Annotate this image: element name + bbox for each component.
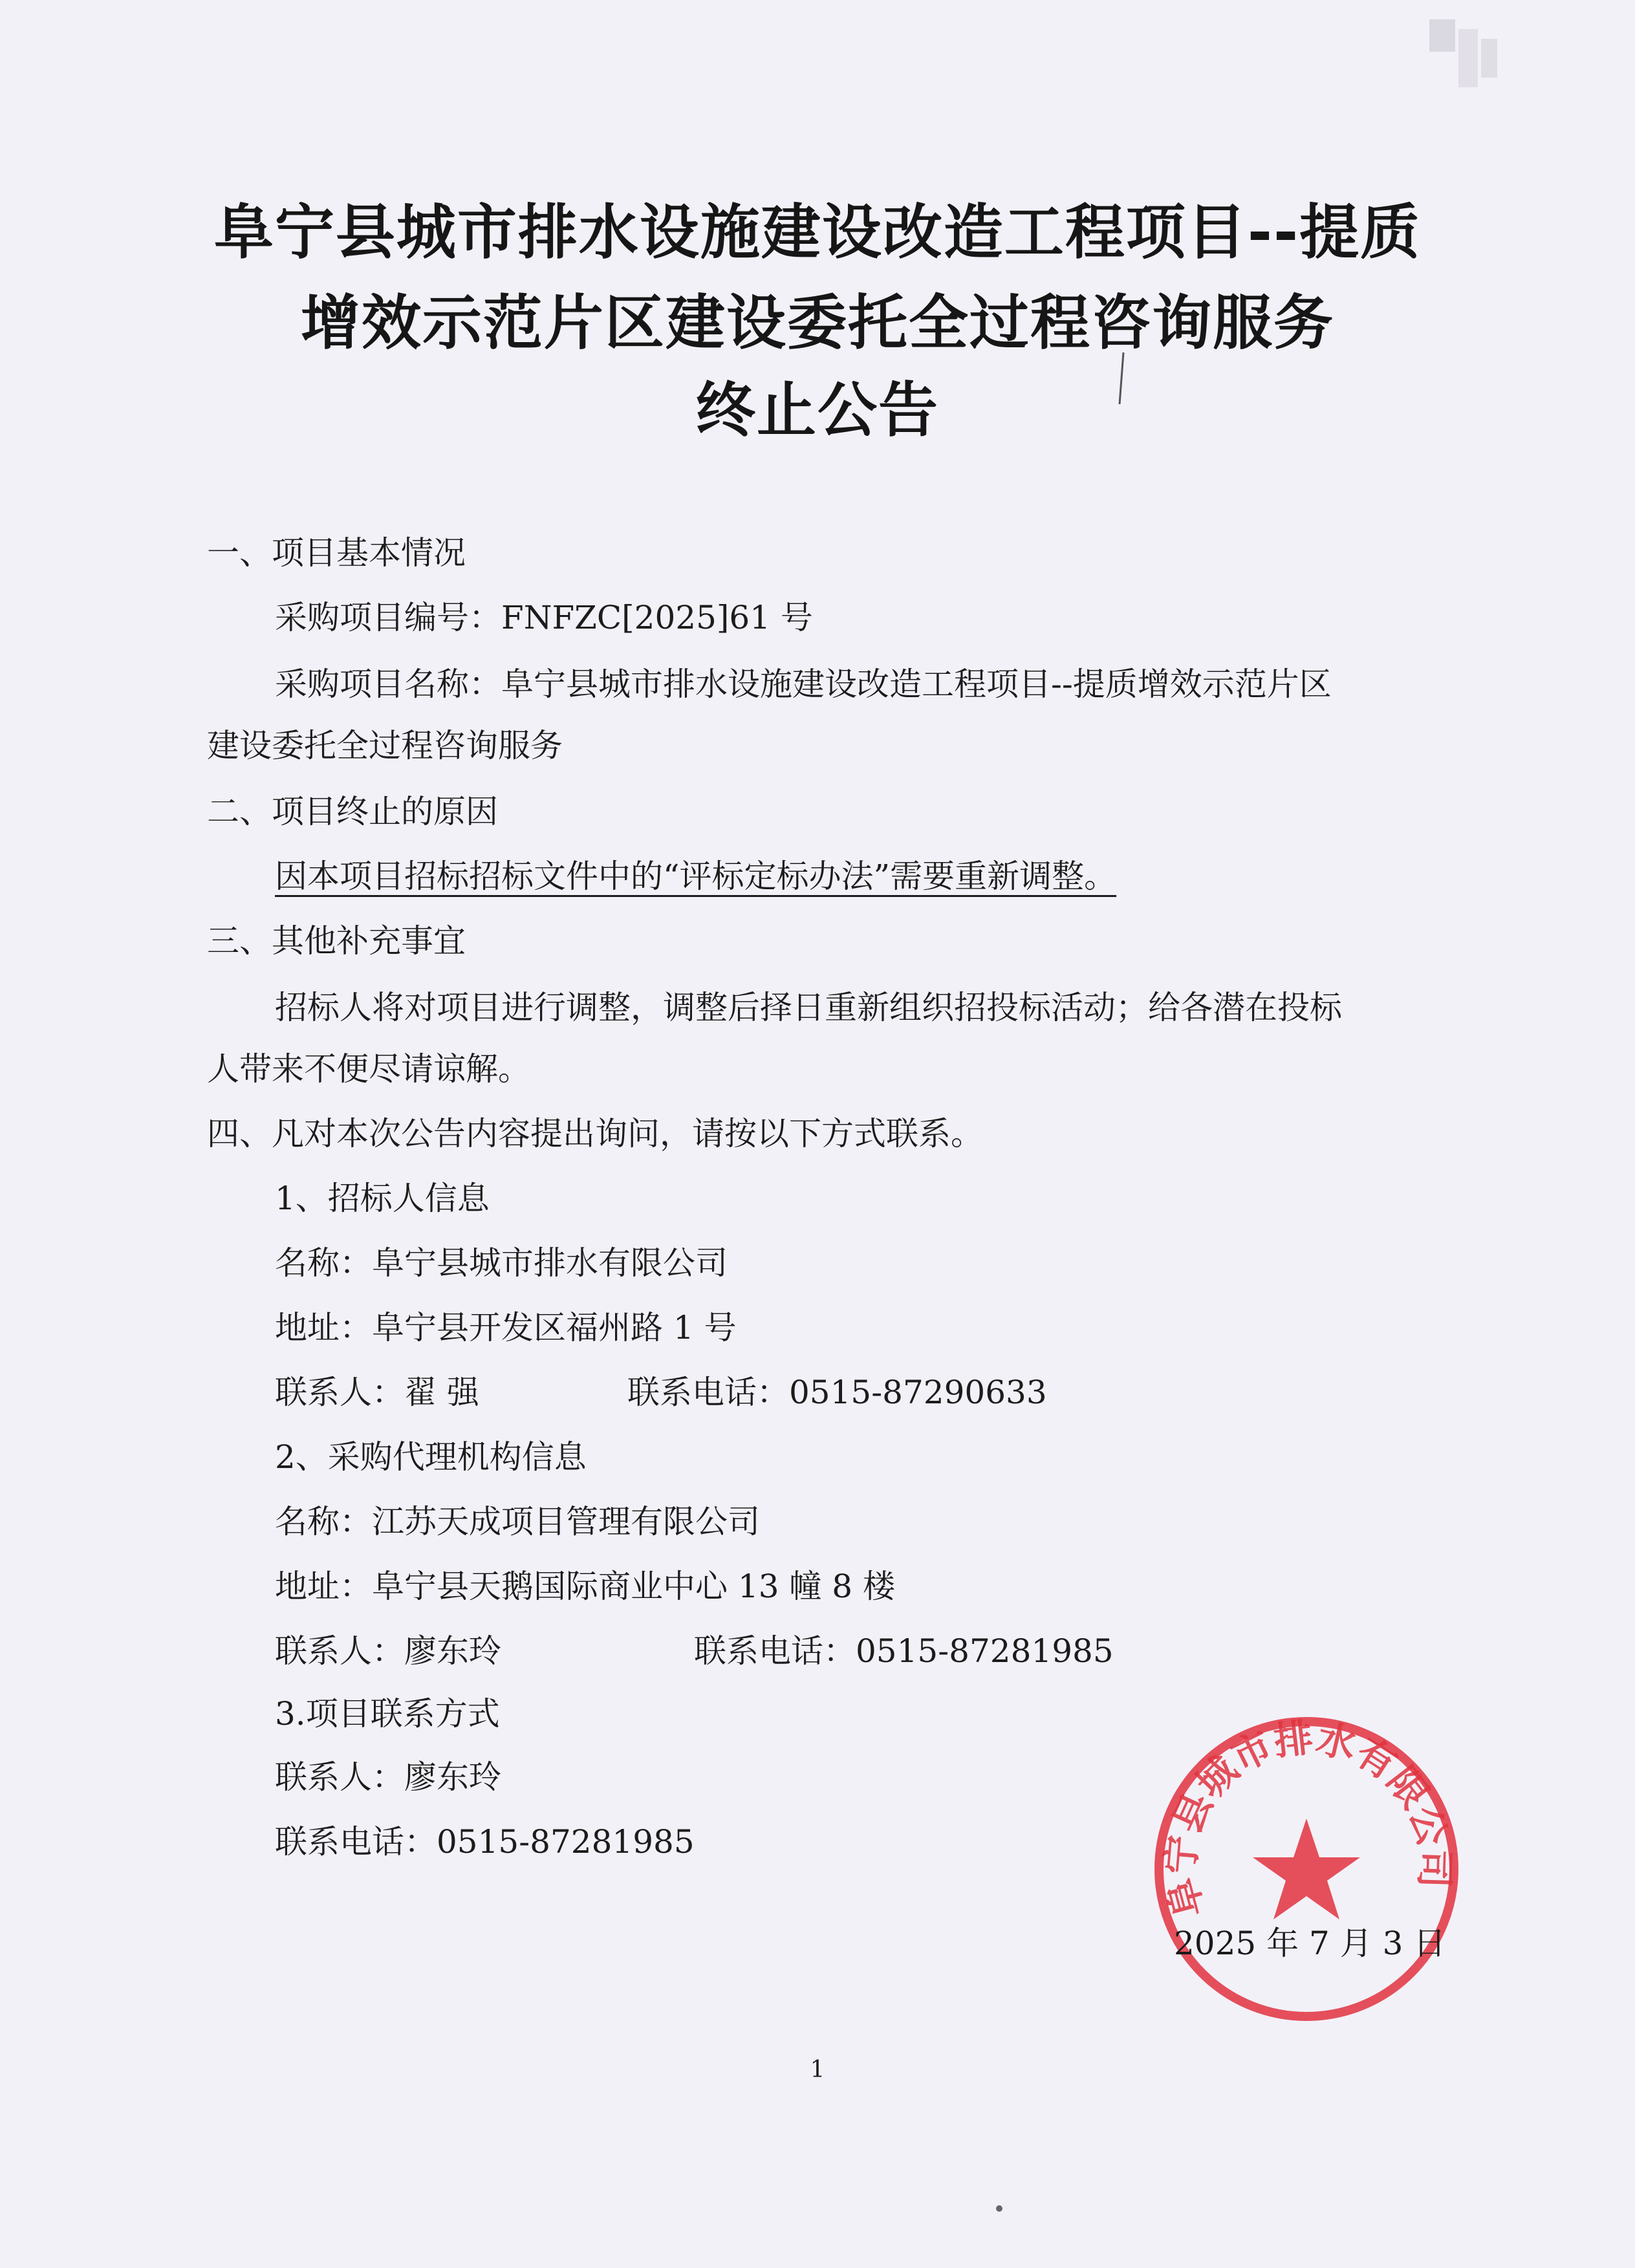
agency-contact: 联系人：廖东玲 (275, 1632, 501, 1670)
scan-mark (1116, 349, 1129, 407)
project-contact: 联系人：廖东玲 (275, 1758, 501, 1796)
agency-contact-row (275, 1628, 1114, 1674)
section-3-heading: 三、其他补充事宜 (207, 922, 466, 960)
agency-address: 地址：阜宁县天鹅国际商业中心 13 幢 8 楼 (275, 1568, 896, 1605)
tenderer-address: 地址：阜宁县开发区福州路 1 号 (275, 1309, 737, 1346)
project-name: 采购项目名称：阜宁县城市排水设施建设改造工程项目--提质增效示范片区 (275, 665, 1332, 703)
section-2-heading: 二、项目终止的原因 (207, 793, 498, 830)
page-number: 1 (810, 2057, 825, 2083)
tenderer-phone: 联系电话：0515-87290633 (627, 1374, 1047, 1411)
project-name-continued: 建设委托全过程咨询服务 (207, 727, 563, 764)
project-contact-heading: 3.项目联系方式 (275, 1695, 500, 1733)
supplement-text: 招标人将对项目进行调整，调整后择日重新组织招投标活动；给各潜在投标 (275, 989, 1342, 1026)
tenderer-contact: 联系人：翟 强 (275, 1374, 479, 1411)
announcement-date: 2025 年 7 月 3 日 (1174, 1925, 1446, 1962)
section-4-heading: 四、凡对本次公告内容提出询问，请按以下方式联系。 (207, 1115, 983, 1152)
agency-name: 名称：江苏天成项目管理有限公司 (275, 1503, 760, 1540)
termination-reason: 因本项目招标招标文件中的“评标定标办法”需要重新调整。 (275, 858, 1117, 895)
tenderer-contact-row (275, 1370, 1047, 1415)
title-line-3: 终止公告 (695, 376, 939, 445)
title-line-1: 阜宁县城市排水设施建设改造工程项目--提质 (213, 198, 1422, 267)
supplement-text-continued: 人带来不便尽请谅解。 (207, 1050, 530, 1088)
tenderer-heading: 1、招标人信息 (275, 1180, 490, 1217)
scan-dot (990, 2199, 1009, 2218)
company-seal (1145, 1707, 1468, 2031)
svg-text:阜宁县城市排水有限公司: 阜宁县城市排水有限公司 (1158, 1715, 1458, 1923)
project-phone: 联系电话：0515-87281985 (275, 1823, 695, 1861)
tenderer-name: 名称：阜宁县城市排水有限公司 (275, 1244, 728, 1282)
agency-heading: 2、采购代理机构信息 (275, 1438, 587, 1476)
scan-noise (1423, 13, 1513, 110)
section-1-heading: 一、项目基本情况 (207, 534, 466, 572)
agency-phone: 联系电话：0515-87281985 (694, 1632, 1114, 1670)
title-line-2: 增效示范片区建设委托全过程咨询服务 (300, 288, 1334, 358)
project-number: 采购项目编号：FNFZC[2025]61 号 (275, 599, 813, 636)
